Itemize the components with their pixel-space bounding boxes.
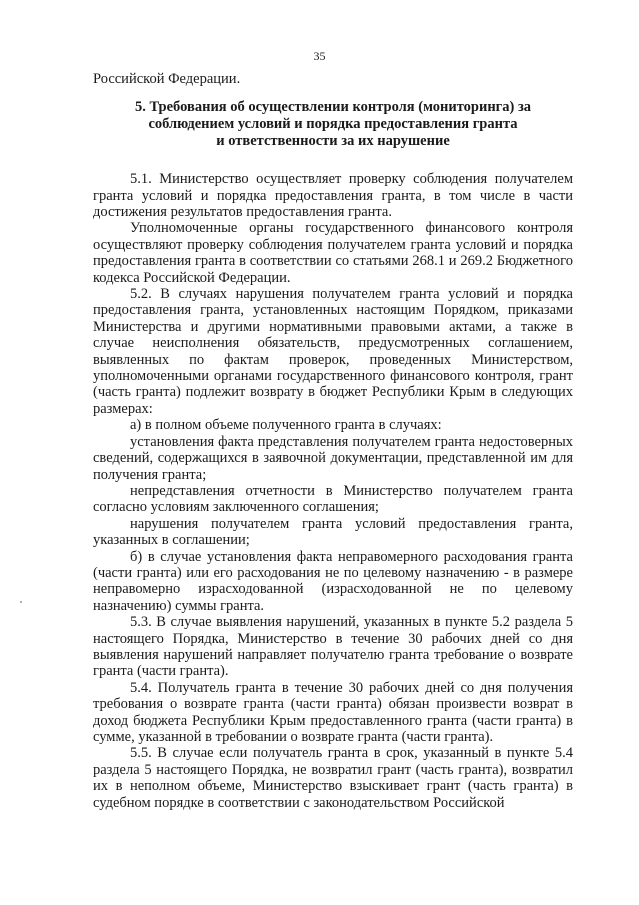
section-title-line-2: соблюдением условий и порядка предоставления гранта [148,116,518,132]
paragraph-audit-bodies: Уполномоченные органы государственного финансового контроля осуществляют проверку соблюдения получателем гранта условий и порядка предоставления гранта в соответствии со статьями 268.1 и 269.2 Бюджетного кодекса Российской Федерации. [93,220,573,286]
paragraph-violation: нарушения получателем гранта условий предоставления гранта, указанных в соглашении; [93,515,573,549]
section-title-line-1: 5. Требования об осуществлении контроля (мониторинга) за [134,99,532,116]
paragraph-no-report: непредставления отчетности в Министерство получателем гранта согласно условиям заключенного соглашения; [93,482,573,516]
document-body [93,71,573,811]
paragraph-5-2: 5.2. В случаях нарушения получателем гранта условий и порядка предоставления гранта, установленных настоящим Порядком, приказами Министерства и другими нормативными правовыми актами, а также в случае неисполнения обязательств, предусмотренных соглашением, выявленных по фактам проверок, проведенных Министерством, уполномоченными органами государственного финансового контроля, грант (часть гранта) подлежит возврату в бюджет Республики Крым в следующих размерах: [93,286,573,417]
paragraph-item-a: а) в полном объеме полученного гранта в случаях: [130,417,442,434]
continuation-text: Российской Федерации. [93,71,241,87]
section-title [93,99,573,149]
paragraph-false-info: установления факта представления получателем гранта недостоверных сведений, содержащихся в заявочной документации, представленной им для получения гранта; [93,433,573,483]
paragraph-5-4: 5.4. Получатель гранта в течение 30 рабочих дней со дня получения требования о возврате гранта (части гранта) обязан произвести возврат в доход бюджета Республики Крым предоставленного гранта (части гранта) в сумме, указанной в требовании о возврате гранта (части гранта). [93,679,573,745]
paragraph-item-b: б) в случае установления факта неправомерного расходования гранта (части гранта) или его расходования не по целевому назначению - в размере неправомерно израсходованной (израсходованной не по целевому назначению) суммы гранта. [93,548,573,614]
section-title-line-3: и ответственности за их нарушение [216,132,450,149]
paragraph-5-3: 5.3. В случае выявления нарушений, указанных в пункте 5.2 раздела 5 настоящего Порядка, Министерство в течение 30 рабочих дней со дня выявления нарушений направляет получателю гранта требование о возврате гранта (части гранта). [93,614,573,680]
scan-speck [20,601,22,603]
paragraph-5-1: 5.1. Министерство осуществляет проверку соблюдения получателем гранта условий и порядка предоставления гранта, в том числе в части достижения результатов предоставления гранта. [93,171,573,220]
page-number: 35 [313,49,326,63]
paragraph-5-5: 5.5. В случае если получатель гранта в срок, указанный в пункте 5.4 раздела 5 настоящего Порядка, не возвратил грант (часть гранта), возвратил их в неполном объеме, Министерство взыскивает грант (часть гранта) в судебном порядке в соответствии с законодательством Российской [93,745,573,811]
